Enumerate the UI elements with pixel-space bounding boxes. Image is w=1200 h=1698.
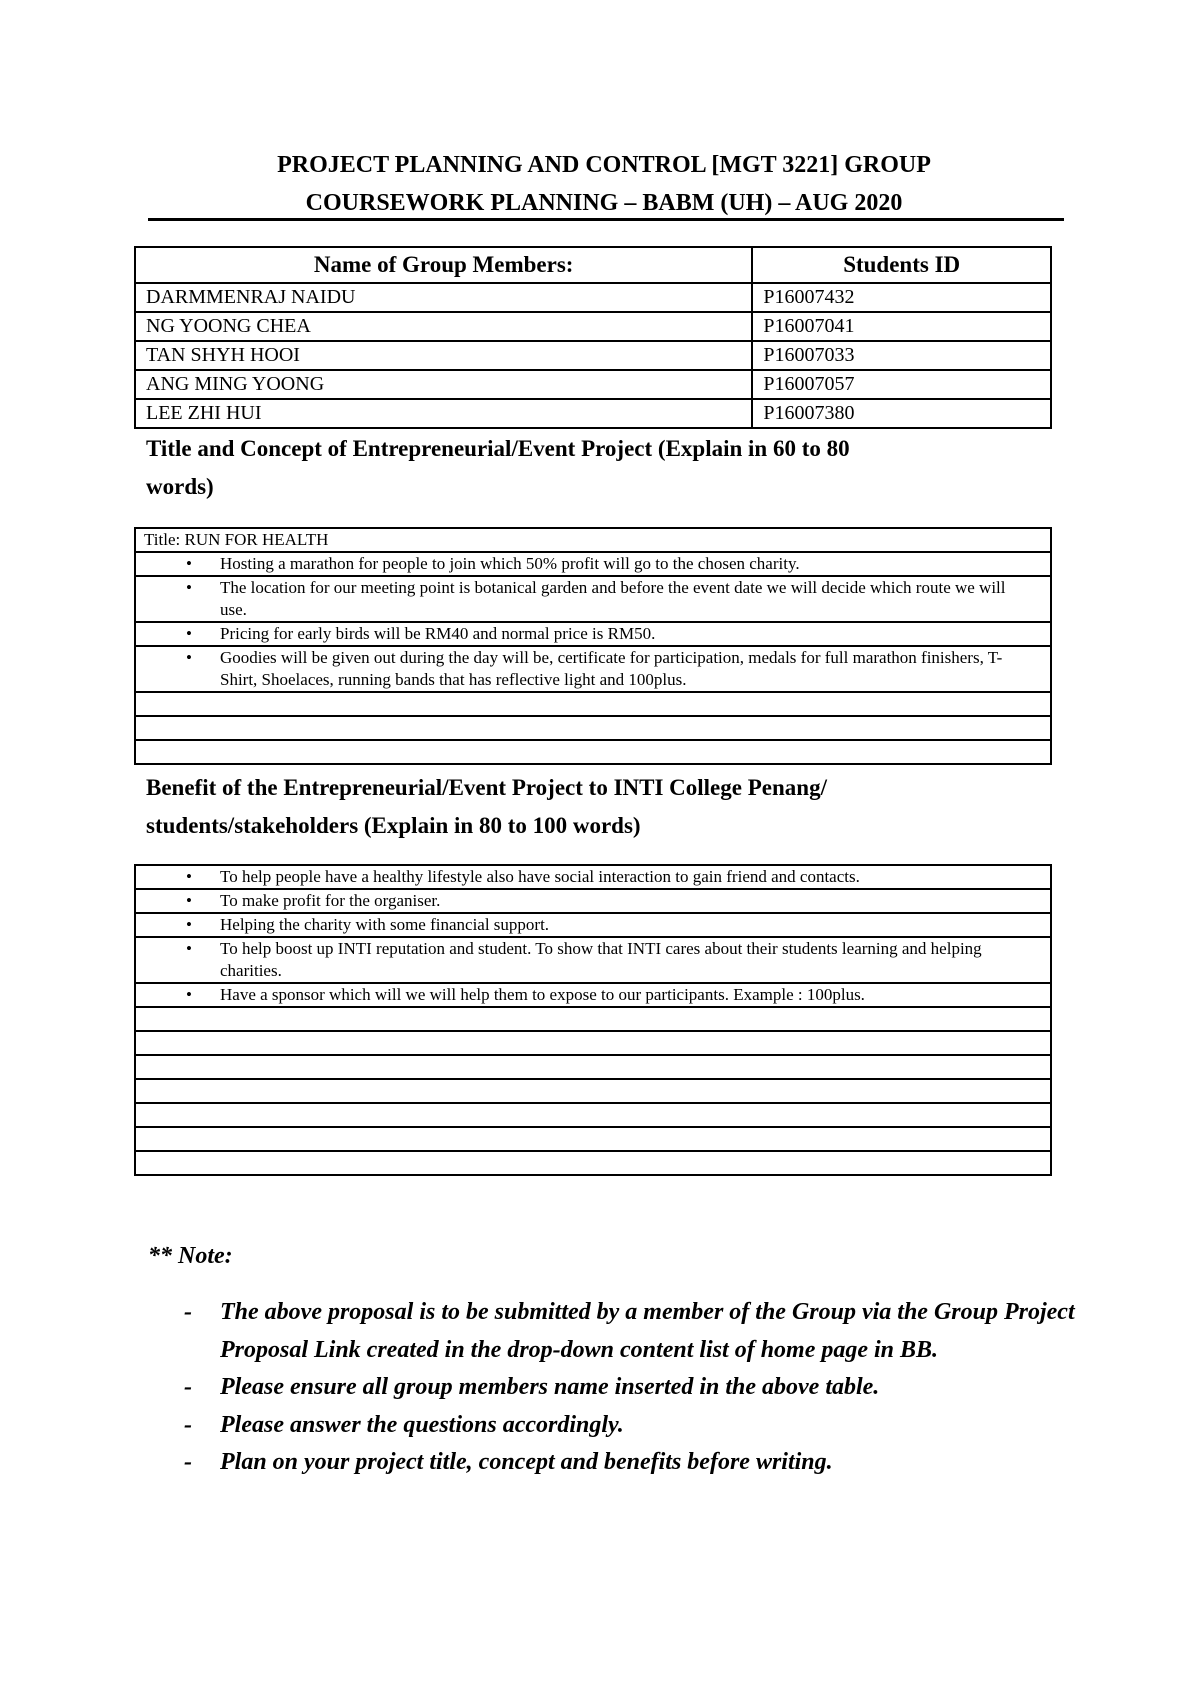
empty-cell: [135, 740, 1051, 764]
member-row: [135, 312, 1051, 341]
empty-cell: [135, 716, 1051, 740]
concept-bullet-text: Goodies will be given out during the day will be, certificate for participation, medals for full marathon finishers, T-Shirt, Shoelaces, running bands that has reflective light and 100plus.: [220, 648, 1003, 689]
empty-row: [135, 1007, 1051, 1031]
project-title-cell: Title: RUN FOR HEALTH: [135, 528, 1051, 552]
benefit-bullet-row: [135, 983, 1051, 1007]
benefit-section-heading: [146, 769, 1066, 845]
member-student-id: P16007432: [752, 283, 1051, 312]
member-name: DARMMENRAJ NAIDU: [135, 283, 752, 312]
benefit-bullet-cell: [135, 937, 1051, 983]
concept-bullet-cell: [135, 622, 1051, 646]
empty-row: [135, 1031, 1051, 1055]
empty-cell: [135, 1151, 1051, 1175]
member-name: NG YOONG CHEA: [135, 312, 752, 341]
empty-cell: [135, 1127, 1051, 1151]
bullet-icon: •: [186, 891, 192, 910]
benefit-bullet-row: [135, 937, 1051, 983]
benefit-bullet-text: To help people have a healthy lifestyle also have social interaction to gain friend and contacts.: [220, 867, 860, 886]
concept-bullet-row: [135, 646, 1051, 692]
benefit-bullet-row: [135, 865, 1051, 889]
benefit-bullet-cell: [135, 865, 1051, 889]
member-row: [135, 399, 1051, 428]
empty-row: [135, 1079, 1051, 1103]
member-student-id: P16007057: [752, 370, 1051, 399]
benefit-table: [134, 864, 1052, 1176]
members-header-row: [135, 247, 1051, 283]
member-name: TAN SHYH HOOI: [135, 341, 752, 370]
benefit-bullet-text: To help boost up INTI reputation and student. To show that INTI cares about their students learning and helping charities.: [220, 939, 982, 980]
note-item: [184, 1407, 1084, 1445]
empty-cell: [135, 1055, 1051, 1079]
bullet-icon: •: [186, 648, 192, 667]
note-item: [184, 1294, 1084, 1369]
bullet-icon: •: [186, 915, 192, 934]
benefit-heading-line-1: Benefit of the Entrepreneurial/Event Project to INTI College Penang/: [146, 775, 827, 800]
document-title-line-1: PROJECT PLANNING AND CONTROL [MGT 3221] GROUP: [277, 152, 931, 178]
member-row: [135, 341, 1051, 370]
dash-icon: -: [184, 1299, 192, 1325]
member-name: LEE ZHI HUI: [135, 399, 752, 428]
concept-table: [134, 527, 1052, 765]
benefit-bullet-text: Helping the charity with some financial support.: [220, 915, 550, 934]
concept-bullet-text: The location for our meeting point is botanical garden and before the event date we will decide which route we will use.: [220, 578, 1006, 619]
empty-row: [135, 740, 1051, 764]
concept-bullet-cell: [135, 576, 1051, 622]
member-student-id: P16007033: [752, 341, 1051, 370]
empty-cell: [135, 1103, 1051, 1127]
benefit-bullet-cell: [135, 889, 1051, 913]
concept-bullet-row: [135, 552, 1051, 576]
concept-bullet-text: Pricing for early birds will be RM40 and normal price is RM50.: [220, 624, 656, 643]
dash-icon: -: [184, 1374, 192, 1400]
dash-icon: -: [184, 1411, 192, 1438]
benefit-heading-line-2: students/stakeholders (Explain in 80 to 100 words): [146, 813, 641, 838]
concept-bullet-cell: [135, 646, 1051, 692]
bullet-icon: •: [186, 985, 192, 1004]
concept-title-row: [135, 528, 1051, 552]
title-underline-rule: [148, 218, 1064, 221]
note-item-text: Please answer the questions accordingly.: [220, 1411, 624, 1438]
note-list: [184, 1294, 1084, 1482]
concept-heading-line-2: words): [146, 474, 214, 499]
concept-bullet-row: [135, 576, 1051, 622]
bullet-icon: •: [186, 867, 192, 886]
empty-cell: [135, 1007, 1051, 1031]
empty-row: [135, 1103, 1051, 1127]
concept-bullet-text: Hosting a marathon for people to join which 50% profit will go to the chosen charity.: [220, 554, 800, 573]
benefit-bullet-text: To make profit for the organiser.: [220, 891, 441, 910]
group-members-table: [134, 246, 1052, 429]
benefit-bullet-text: Have a sponsor which will we will help them to expose to our participants. Example : 100plus.: [220, 985, 865, 1004]
note-item: [184, 1369, 1084, 1407]
header-student-id: Students ID: [752, 247, 1051, 283]
header-member-name: Name of Group Members:: [135, 247, 752, 283]
benefit-bullet-row: [135, 889, 1051, 913]
bullet-icon: •: [186, 939, 192, 958]
empty-row: [135, 1055, 1051, 1079]
note-item: [184, 1444, 1084, 1482]
benefit-bullet-cell: [135, 983, 1051, 1007]
member-student-id: P16007041: [752, 312, 1051, 341]
note-item-text: Plan on your project title, concept and benefits before writing.: [220, 1449, 833, 1475]
note-item-text: The above proposal is to be submitted by a member of the Group via the Group Project Proposal Link created in the drop-down content list of home page in BB.: [220, 1299, 1075, 1363]
note-item-text: Please ensure all group members name inserted in the above table.: [220, 1374, 880, 1400]
empty-row: [135, 692, 1051, 716]
dash-icon: -: [184, 1449, 192, 1475]
empty-cell: [135, 692, 1051, 716]
concept-bullet-cell: [135, 552, 1051, 576]
bullet-icon: •: [186, 624, 192, 643]
benefit-bullet-cell: [135, 913, 1051, 937]
member-name: ANG MING YOONG: [135, 370, 752, 399]
member-student-id: P16007380: [752, 399, 1051, 428]
bullet-icon: •: [186, 578, 192, 597]
empty-cell: [135, 1031, 1051, 1055]
bullet-icon: •: [186, 554, 192, 573]
benefit-bullet-row: [135, 913, 1051, 937]
note-heading: ** Note:: [148, 1243, 233, 1269]
member-row: [135, 283, 1051, 312]
concept-bullet-row: [135, 622, 1051, 646]
document-title: [148, 146, 1060, 222]
empty-row: [135, 1151, 1051, 1175]
empty-row: [135, 1127, 1051, 1151]
empty-cell: [135, 1079, 1051, 1103]
concept-section-heading: [146, 430, 1066, 506]
document-title-line-2: COURSEWORK PLANNING – BABM (UH) – AUG 2020: [305, 190, 903, 216]
member-row: [135, 370, 1051, 399]
empty-row: [135, 716, 1051, 740]
concept-heading-line-1: Title and Concept of Entrepreneurial/Event Project (Explain in 60 to 80: [146, 436, 850, 461]
